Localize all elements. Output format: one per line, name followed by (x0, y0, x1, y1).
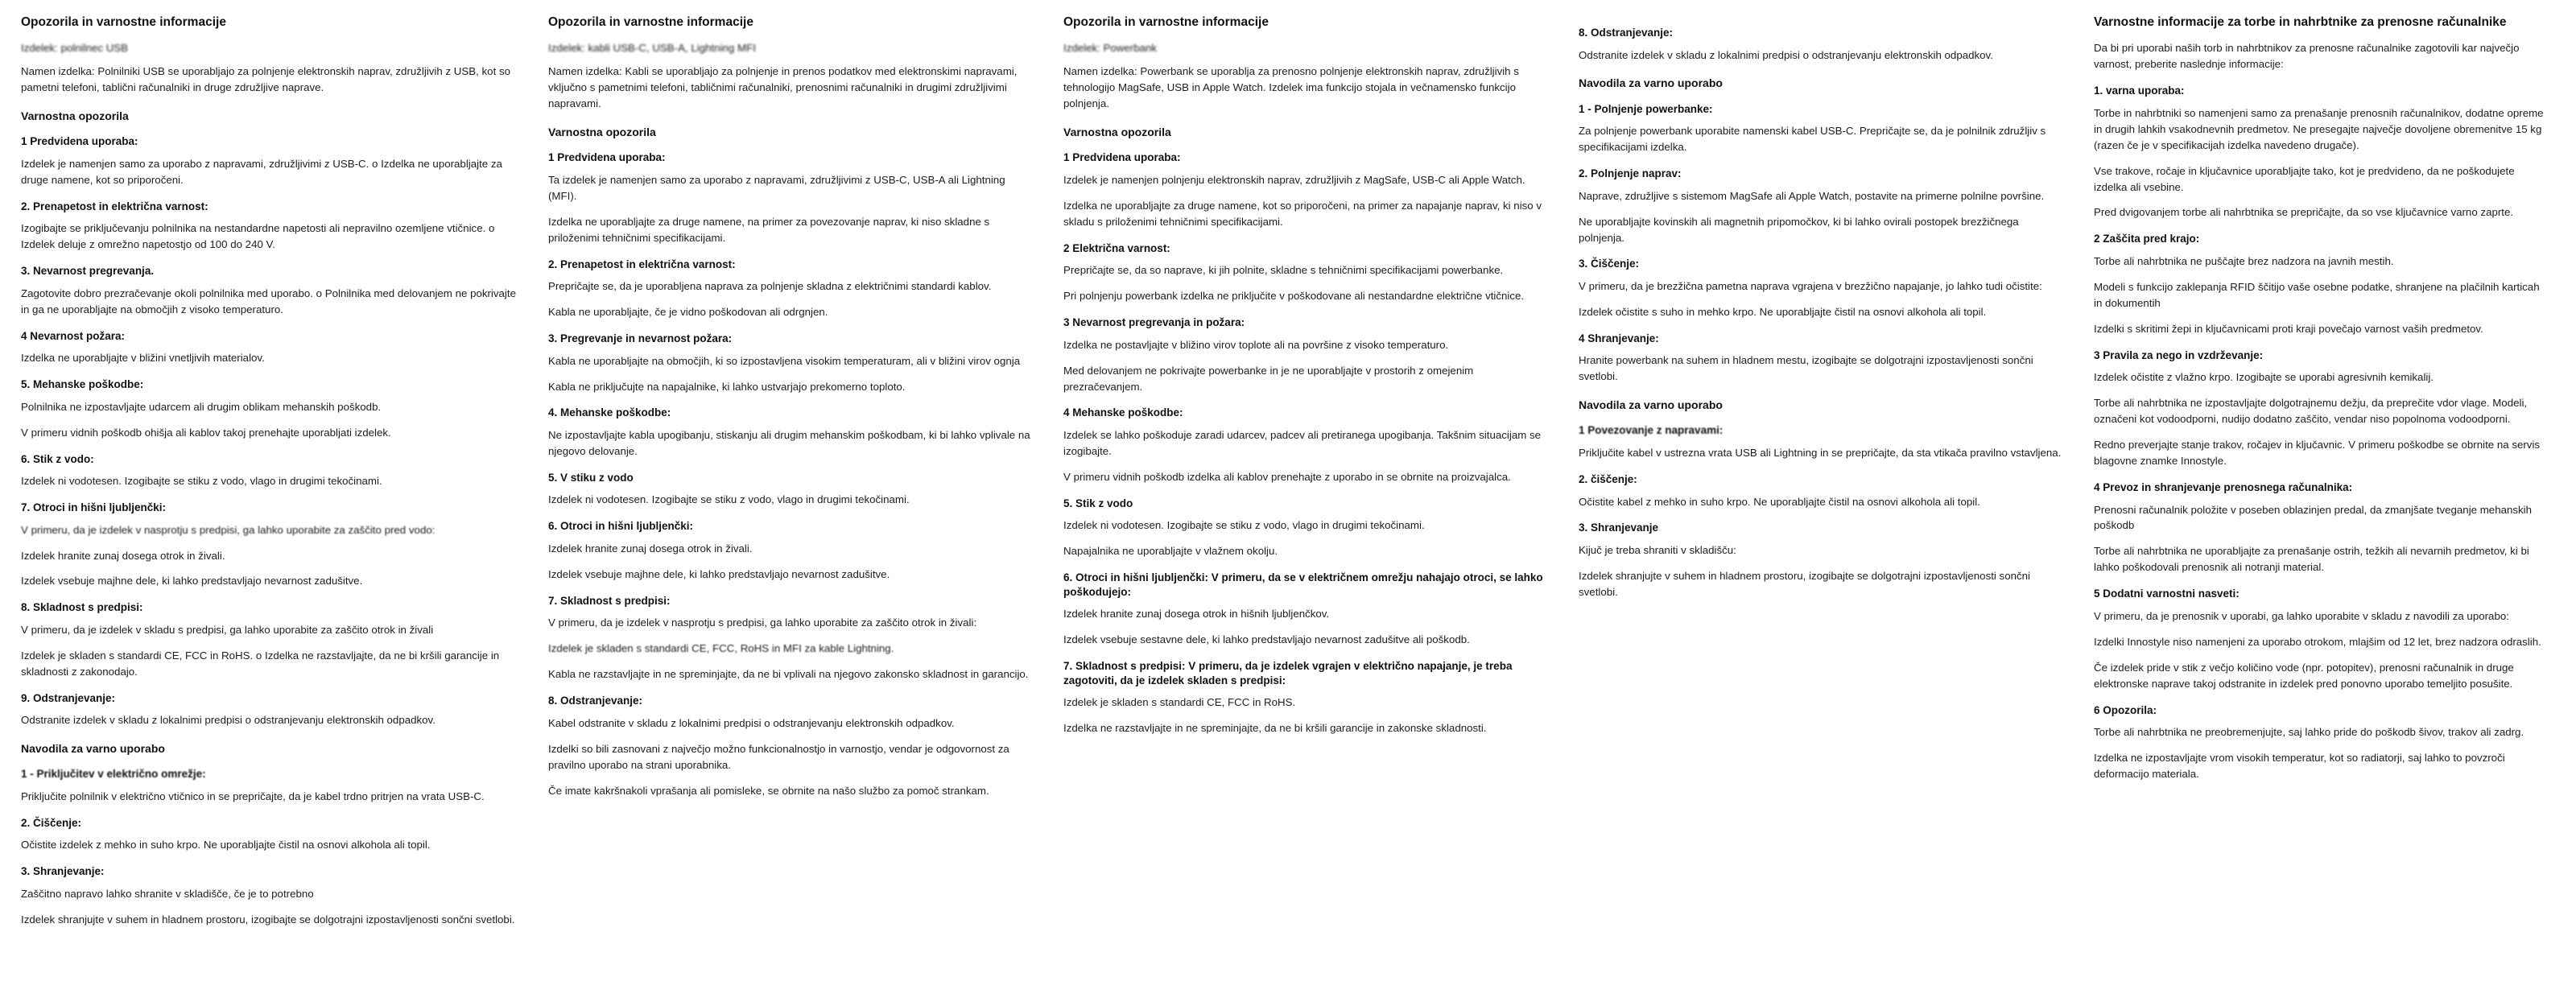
body-paragraph: Torbe ali nahrbtnika ne izpostavljajte dolgotrajnemu dežju, da preprečite vdor vlage. Modeli, označeni kot vodoodporni, nudijo dodatno zaščito, vendar niso popolnoma vodoodporni. (2094, 397, 2528, 426)
body-paragraph: Kabla ne priključujte na napajalnike, ki lahko ustvarjajo prekomerno toploto. (548, 380, 906, 393)
subsection-heading: 6. Otroci in hišni ljubljenčki: (548, 520, 694, 533)
section-heading: Navodila za varno uporabo (21, 742, 165, 756)
body-paragraph: Polnilnika ne izpostavljajte udarcem ali drugim oblikam mehanskih poškodb. (21, 400, 382, 413)
body-paragraph: Izdelek se lahko poškoduje zaradi udarcev, padcev ali pretiranega upogibanja. Takšnim situacijam se izogibajte. (1063, 429, 1542, 457)
body-paragraph: Redno preverjajte stanje trakov, ročajev in ključavnic. V primeru poškodbe se obrnite na servis blagovne znamke Innostyle. (2094, 439, 2541, 468)
body-paragraph: Izdelki Innostyle niso namenjeni za uporabo otrokom, mlajšim od 12 let, brez nadzora odraslih. (2094, 635, 2541, 648)
subsection-heading: 2. Čiščenje: (21, 816, 82, 829)
body-paragraph: Namen izdelka: Polnilniki USB se uporabljajo za polnjenje elektronskih naprav, združljivih z USB, kot so pametni telefoni, tablični računalniki in druge združljive naprave. (21, 65, 511, 94)
body-paragraph: Izdelek je namenjen samo za uporabo z napravami, združljivimi z USB-C. o Izdelka ne uporabljajte za druge namene, kot so priporočeni. (21, 157, 502, 186)
body-paragraph: Izdelek očistite z vlažno krpo. Izogibajte se uporabi agresivnih kemikalij. (2094, 371, 2434, 384)
subsection-heading: 3. Shranjevanje (1579, 522, 1659, 534)
body-paragraph: Izdelka ne razstavljajte in ne spreminjajte, da ne bi kršili garancije in zakonske skladnosti. (1063, 722, 1487, 735)
subsection-heading: 6. Stik z vodo: (21, 452, 94, 465)
subsection-heading: 4 Shranjevanje: (1579, 332, 1659, 344)
document-column-1 (11, 14, 539, 938)
body-paragraph: Torbe ali nahrbtnika ne preobremenjujte, saj lahko pride do poškodb šivov, trakov ali zadrg. (2094, 726, 2524, 739)
body-paragraph: Naprave, združljive s sistemom MagSafe ali Apple Watch, postavite na primerne polnilne površine. (1579, 189, 2045, 202)
subsection-heading: 1 Predvidena uporaba: (1063, 151, 1181, 164)
subsection-heading: 9. Odstranjevanje: (21, 691, 116, 704)
page-title: Opozorila in varnostne informacije (21, 15, 226, 29)
body-paragraph: Zaščitno napravo lahko shranite v skladišče, če je to potrebno (21, 887, 314, 900)
body-paragraph: Torbe in nahrbtniki so namenjeni samo za prenašanje prenosnih računalnikov, dodatne opreme in drugih lahkih vsakodnevnih predmetov. Ne presegajte največje dovoljene obremenitve 15 kg (razen če je v specifikacijah izdelka navedeno drugače). (2094, 106, 2544, 151)
body-paragraph: Izdelek hranite zunaj dosega otrok in živali. (21, 549, 225, 562)
body-paragraph: Izdelek je skladen s standardi CE, FCC, RoHS in MFI za kable Lightning. (548, 642, 894, 655)
subsection-heading: 2. čiščenje: (1579, 472, 1637, 485)
subsection-heading: 7. Skladnost s predpisi: V primeru, da je izdelek vgrajen v električno napajanje, je treba zagotoviti, da je izdelek skladen s predpisi: (1063, 660, 1513, 686)
subsection-heading: 7. Skladnost s predpisi: (548, 594, 671, 607)
body-paragraph: Torbe ali nahrbtnika ne uporabljajte za prenašanje ostrih, težkih ali nevarnih predmetov, ki bi lahko poškodovali prenosnik ali notranji material. (2094, 545, 2529, 574)
body-paragraph: Namen izdelka: Powerbank se uporablja za prenosno polnjenje elektronskih naprav, združljivih s tehnologijo MagSafe, USB in Apple Watch. Izdelek ima funkcijo stojala in večnamensko funkcijo polnjenja. (1063, 65, 1519, 110)
body-paragraph: Izdelek ni vodotesen. Izogibajte se stiku z vodo, vlago in drugimi tekočinami. (21, 475, 382, 488)
subsection-heading: 3. Pregrevanje in nevarnost požara: (548, 332, 733, 345)
document-column-3 (1054, 14, 1569, 746)
body-paragraph: Odstranite izdelek v skladu z lokalnimi predpisi o odstranjevanju elektronskih odpadkov. (21, 714, 436, 727)
body-paragraph: Napajalnika ne uporabljajte v vlažnem okolju. (1063, 545, 1278, 558)
body-paragraph: Izdelek je skladen s standardi CE, FCC in RoHS. o Izdelka ne razstavljajte, da ne bi kršili garancije in skladnosti z zakonodajo. (21, 649, 500, 678)
page-title: Opozorila in varnostne informacije (1063, 15, 1269, 29)
subsection-heading: 6. Otroci in hišni ljubljenčki: V primeru, da se v električnem omrežju nahajajo otroci, se lahko poškodujejo: (1063, 571, 1543, 598)
subsection-heading: 1. varna uporaba: (2094, 85, 2185, 97)
body-paragraph: Ne izpostavljajte kabla upogibanju, stiskanju ali drugim mehanskim poškodbam, ki bi lahko vplivale na njegovo delovanje. (548, 429, 1030, 457)
body-paragraph: Kabel odstranite v skladu z lokalnimi predpisi o odstranjevanju elektronskih odpadkov. (548, 716, 955, 729)
subsection-heading: 2 Električna varnost: (1063, 241, 1170, 254)
subsection-heading: 5 Dodatni varnostni nasveti: (2094, 588, 2240, 600)
body-paragraph: V primeru vidnih poškodb ohišja ali kablov takoj prenehajte uporabljati izdelek. (21, 426, 391, 439)
body-paragraph: Izdelek shranjujte v suhem in hladnem prostoru, izogibajte se dolgotrajni izpostavljenosti sončni svetlobi. (21, 913, 515, 926)
subsection-heading: 3 Nevarnost pregrevanja in požara: (1063, 316, 1245, 329)
body-paragraph: Izdelek očistite s suho in mehko krpo. Ne uporabljajte čistil na osnovi alkohola ali topil. (1579, 305, 1987, 318)
subsection-heading: 4 Prevoz in shranjevanje prenosnega računalnika: (2094, 480, 2353, 493)
subsection-heading: 7. Otroci in hišni ljubljenčki: (21, 501, 167, 514)
body-paragraph: Izdelki s skritimi žepi in ključavnicami proti kraji povečajo varnost vaših predmetov. (2094, 322, 2483, 335)
body-paragraph: Ta izdelek je namenjen samo za uporabo z napravami, združljivimi z USB-C, USB-A ali Lightning (MFI). (548, 173, 1005, 202)
body-paragraph: Izdelek vsebuje majhne dele, ki lahko predstavljajo nevarnost zadušitve. (548, 567, 890, 580)
body-paragraph: Priključite kabel v ustrezna vrata USB ali Lightning in se prepričajte, da sta vtikača pravilno vstavljena. (1579, 447, 2062, 460)
subsection-heading: 8. Odstranjevanje: (548, 695, 643, 707)
body-paragraph: Očistite kabel z mehko in suho krpo. Ne uporabljajte čistil na osnovi alkohola ali topil. (1579, 495, 1980, 508)
subsection-heading: 1 Predvidena uporaba: (21, 135, 138, 148)
body-paragraph: Namen izdelka: Kabli se uporabljajo za polnjenje in prenos podatkov med elektronskimi napravami, vključno s pametnimi telefoni, tabličnimi računalniki, prenosnimi računalniki in drugimi združljivimi napravami. (548, 65, 1018, 110)
subsection-heading: 2. Prenapetost in električna varnost: (548, 258, 736, 270)
body-paragraph: Če izdelek pride v stik z večjo količino vode (npr. potopitev), prenosni računalnik in druge elektronske naprave takoj odstranite in izdelek pred ponovno uporabo temeljito posušite. (2094, 661, 2514, 690)
body-paragraph: V primeru vidnih poškodb izdelka ali kablov prenehajte z uporabo in se obrnite na proizvajalca. (1063, 470, 1511, 483)
subsection-heading: 3. Shranjevanje: (21, 865, 105, 878)
body-paragraph: Torbe ali nahrbtnika ne puščajte brez nadzora na javnih mestih. (2094, 254, 2394, 267)
subsection-heading: 3. Nevarnost pregrevanja. (21, 265, 155, 278)
subsection-heading: 1 - Polnjenje powerbanke: (1579, 102, 1713, 115)
subsection-heading: 4 Mehanske poškodbe: (1063, 406, 1183, 419)
body-paragraph: Izogibajte se priključevanju polnilnika na nestandardne napetosti ali nepravilno ozemljene vtičnice. o Izdelek deluje z omrežno napetostjo od 100 do 240 V. (21, 222, 495, 251)
subsection-heading: 2. Polnjenje naprav: (1579, 167, 1682, 180)
body-paragraph: V primeru, da je izdelek v skladu s predpisi, ga lahko uporabite za zaščito otrok in živali (21, 623, 434, 636)
body-paragraph: V primeru, da je prenosnik v uporabi, ga lahko uporabite v skladu z navodili za uporabo: (2094, 609, 2509, 622)
subsection-heading: 1 Predvidena uporaba: (548, 151, 666, 164)
subsection-heading: 8. Odstranjevanje: (1579, 27, 1674, 39)
subsection-heading: 5. V stiku z vodo (548, 471, 634, 484)
subsection-heading: 2 Zaščita pred krajo: (2094, 233, 2200, 245)
body-paragraph: Kijuč je treba shraniti v skladišču: (1579, 544, 1736, 556)
subsection-heading: 4 Nevarnost požara: (21, 329, 126, 342)
body-paragraph: Ne uporabljajte kovinskih ali magnetnih pripomočkov, ki bi lahko ovirali postopek brezžičnega polnjenja. (1579, 215, 2019, 244)
body-paragraph: Izdelek shranjujte v suhem in hladnem prostoru, izogibajte se dolgotrajni izpostavljenosti sončni svetlobi. (1579, 569, 2030, 598)
body-paragraph: Če imate kakršnakoli vprašanja ali pomisleke, se obrnite na našo službo za pomoč strankam. (548, 784, 989, 797)
section-heading: Varnostna opozorila (1063, 126, 1171, 139)
body-paragraph: Prepričajte se, da so naprave, ki jih polnite, skladne s tehničnimi specifikacijami powerbanke. (1063, 264, 1504, 277)
body-paragraph: Vse trakove, ročaje in ključavnice uporabljajte tako, kot je predvideno, da ne poškodujete izdelka ali vsebine. (2094, 164, 2515, 193)
subsection-heading: 5. Stik z vodo (1063, 497, 1133, 509)
body-paragraph: Za polnjenje powerbank uporabite namenski kabel USB-C. Prepričajte se, da je polnilnik združljiv s specifikacijami izdelka. (1579, 125, 2046, 154)
document-column-2 (539, 14, 1054, 808)
page-title: Varnostne informacije za torbe in nahrbtnike za prenosne računalnike (2094, 15, 2507, 29)
body-paragraph: Izdelek vsebuje sestavne dele, ki lahko predstavljajo nevarnost zadušitve ali poškodb. (1063, 633, 1470, 646)
subsection-heading: 5. Mehanske poškodbe: (21, 378, 144, 391)
body-paragraph: Prepričajte se, da je uporabljena naprava za polnjenje skladna z električnimi standardi kablov. (548, 280, 992, 293)
section-heading: Navodila za varno uporabo (1579, 398, 1723, 412)
body-paragraph: V primeru, da je brezžična pametna naprava vgrajena v brezžično napajanje, jo lahko tudi očistite: (1579, 280, 2042, 292)
body-paragraph: Izdelek je namenjen polnjenju elektronskih naprav, združljivih z MagSafe, USB-C ali Apple Watch. (1063, 173, 1525, 186)
document-column-4 (1569, 14, 2084, 610)
body-paragraph: Zagotovite dobro prezračevanje okoli polnilnika med uporabo. o Polnilnika med delovanjem ne pokrivajte in ga ne uporabljajte na območjih z visoko temperaturo. (21, 287, 516, 315)
body-paragraph: Med delovanjem ne pokrivajte powerbanke in je ne uporabljajte v prostorih z omejenim prezračevanjem. (1063, 364, 1474, 393)
subsection-heading: 3. Čiščenje: (1579, 258, 1640, 270)
product-subtitle: Izdelek: kabli USB-C, USB-A, Lightning MFI (548, 42, 756, 55)
body-paragraph: Izdelka ne uporabljajte za druge namene, na primer za povezovanje naprav, ki niso skladne s priloženimi tehničnimi specifikacijami. (548, 215, 990, 244)
page-title: Opozorila in varnostne informacije (548, 15, 753, 29)
body-paragraph: Kabla ne uporabljajte na območjih, ki so izpostavljena visokim temperaturam, ali v bližini virov ognja (548, 354, 1021, 367)
product-subtitle: Izdelek: polnilnec USB (21, 42, 129, 55)
body-paragraph: Odstranite izdelek v skladu z lokalnimi predpisi o odstranjevanju elektronskih odpadkov. (1579, 48, 1993, 61)
body-paragraph: Pri polnjenju powerbank izdelka ne priključite v poškodovane ali nestandardne električne vtičnice. (1063, 290, 1525, 303)
body-paragraph: Izdelka ne uporabljajte za druge namene, kot so priporočeni, na primer za napajanje naprav, ki niso v skladu s priloženimi tehničnimi specifikacijami. (1063, 199, 1542, 228)
subsection-heading: 2. Prenapetost in električna varnost: (21, 200, 208, 212)
body-paragraph: Pred dvigovanjem torbe ali nahrbtnika se prepričajte, da so vse ključavnice varno zaprte. (2094, 206, 2514, 219)
body-paragraph: V primeru, da je izdelek v nasprotju s predpisi, ga lahko uporabite za zaščito pred vodo: (21, 523, 436, 536)
subsection-heading: 1 Povezovanje z napravami: (1579, 424, 1724, 437)
body-paragraph: Izdelka ne postavljajte v bližino virov toplote ali na površine z visoko temperaturo. (1063, 338, 1449, 351)
body-paragraph: Izdelek hranite zunaj dosega otrok in živali. (548, 542, 753, 555)
section-heading: Varnostna opozorila (21, 109, 129, 123)
body-paragraph: Izdelek vsebuje majhne dele, ki lahko predstavljajo nevarnost zadušitve. (21, 575, 363, 588)
body-paragraph: Izdelek ni vodotesen. Izogibajte se stiku z vodo, vlago in drugimi tekočinami. (548, 493, 910, 506)
document-column-5 (2084, 14, 2567, 792)
body-paragraph: Prenosni računalnik položite v poseben oblazinjen predal, da zmanjšate tveganje mehanskih poškodb (2094, 503, 2533, 532)
subsection-heading: 3 Pravila za nego in vzdrževanje: (2094, 348, 2264, 361)
body-paragraph: Izdelka ne uporabljajte v bližini vnetljivih materialov. (21, 352, 265, 365)
body-paragraph: Da bi pri uporabi naših torb in nahrbtnikov za prenosne računalnike zagotovili kar največjo varnost, preberite naslednje informacije: (2094, 42, 2520, 71)
body-paragraph: Priključite polnilnik v električno vtičnico in se prepričajte, da je kabel trdno pritrjen na vrata USB-C. (21, 790, 485, 802)
body-paragraph: Hranite powerbank na suhem in hladnem mestu, izogibajte se dolgotrajni izpostavljenosti sončni svetlobi. (1579, 354, 2033, 383)
body-paragraph: Izdelka ne izpostavljajte vrom visokih temperatur, kot so radiatorji, saj lahko to povzroči deformacijo materiala. (2094, 752, 2505, 780)
body-paragraph: Očistite izdelek z mehko in suho krpo. Ne uporabljajte čistil na osnovi alkohola ali topil. (21, 839, 431, 851)
section-heading: Navodila za varno uporabo (1579, 76, 1723, 90)
body-paragraph: Kabla ne razstavljajte in ne spreminjajte, da ne bi vplivali na njegovo zakonsko skladnost in garancijo. (548, 668, 1029, 681)
body-paragraph: V primeru, da je izdelek v nasprotju s predpisi, ga lahko uporabite za zaščito otrok in živali: (548, 616, 977, 629)
body-paragraph: Izdelek je skladen s standardi CE, FCC in RoHS. (1063, 696, 1296, 709)
subsection-heading: 4. Mehanske poškodbe: (548, 406, 671, 419)
subsection-heading: 8. Skladnost s predpisi: (21, 601, 143, 614)
body-paragraph: Izdelek hranite zunaj dosega otrok in hišnih ljubljenčkov. (1063, 608, 1330, 621)
subsection-heading: 1 - Priključitev v električno omrežje: (21, 768, 206, 781)
body-paragraph: Modeli s funkcijo zaklepanja RFID ščitijo vaše osebne podatke, shranjene na plačilnih karticah in dokumentih (2094, 280, 2540, 309)
body-paragraph: Izdelek ni vodotesen. Izogibajte se stiku z vodo, vlago in drugimi tekočinami. (1063, 519, 1425, 532)
subsection-heading: 6 Opozorila: (2094, 703, 2157, 716)
section-heading: Varnostna opozorila (548, 126, 656, 139)
product-subtitle: Izdelek: Powerbank (1063, 42, 1158, 55)
body-paragraph: Izdelki so bili zasnovani z največjo možno funkcionalnostjo in varnostjo, vendar je odgovornost za pravilno uporabo na strani uporabnika. (548, 742, 1009, 771)
body-paragraph: Kabla ne uporabljajte, če je vidno poškodovan ali odrgnjen. (548, 306, 828, 319)
